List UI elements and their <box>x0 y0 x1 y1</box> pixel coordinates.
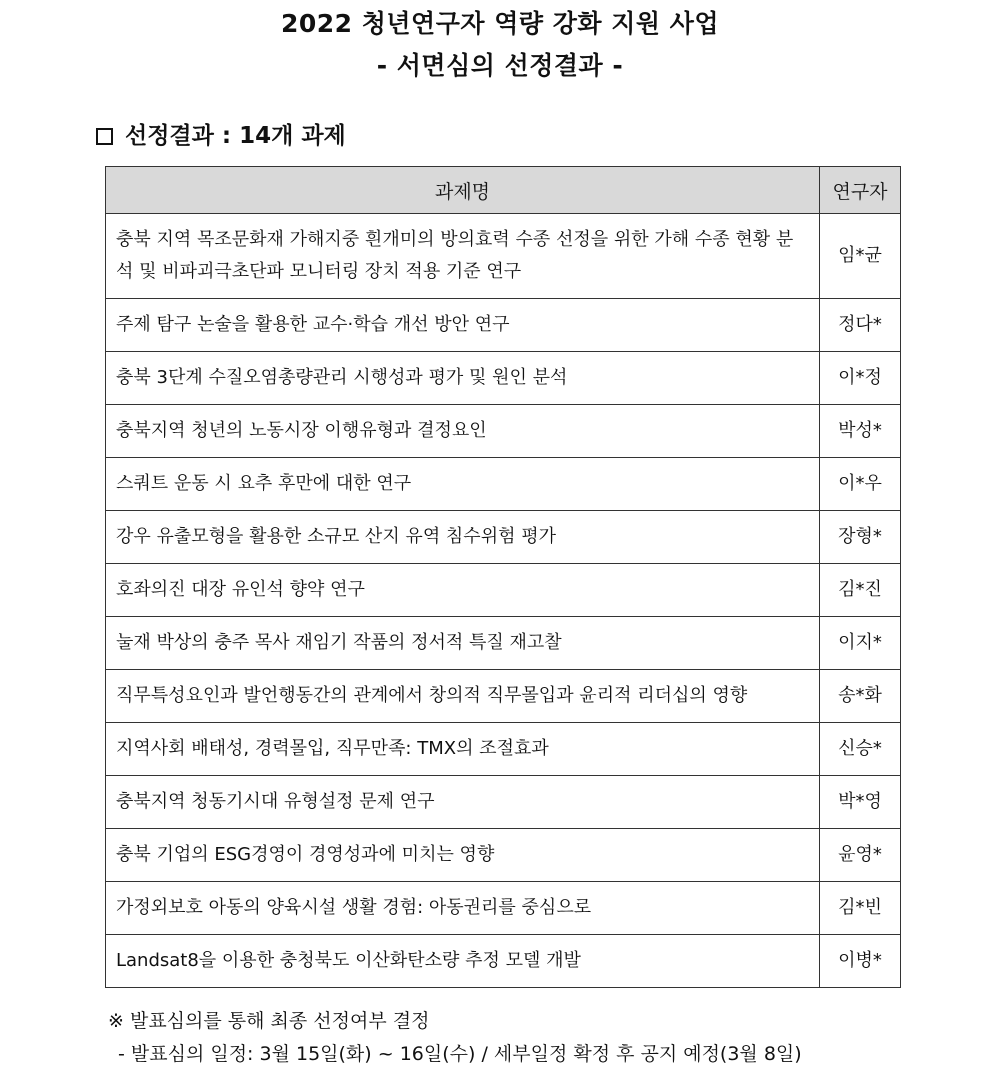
researcher-cell: 박성* <box>820 405 901 458</box>
researcher-cell: 이*우 <box>820 458 901 511</box>
project-title-cell: 스쿼트 운동 시 요추 후만에 대한 연구 <box>106 458 820 511</box>
project-title-cell: 강우 유출모형을 활용한 소규모 산지 유역 침수위험 평가 <box>106 511 820 564</box>
table-row <box>106 299 901 352</box>
researcher-cell: 김*진 <box>820 564 901 617</box>
project-title-cell: 충북지역 청년의 노동시장 이행유형과 결정요인 <box>106 405 820 458</box>
project-title-cell: 가정외보호 아동의 양육시설 생활 경험: 아동권리를 중심으로 <box>106 882 820 935</box>
table-row <box>106 935 901 988</box>
researcher-cell: 이병* <box>820 935 901 988</box>
project-title-cell: 눌재 박상의 충주 목사 재임기 작품의 정서적 특질 재고찰 <box>106 617 820 670</box>
table-row <box>106 723 901 776</box>
project-title-cell: 직무특성요인과 발언행동간의 관계에서 창의적 직무몰입과 윤리적 리더십의 영향 <box>106 670 820 723</box>
researcher-cell: 신승* <box>820 723 901 776</box>
researcher-cell: 김*빈 <box>820 882 901 935</box>
presentation-schedule-note: - 발표심의 일정: 3월 15일(화) ~ 16일(수) / 세부일정 확정 후 공지 예정(3월 8일) <box>118 1043 802 1065</box>
table-row <box>106 617 901 670</box>
researcher-cell: 송*화 <box>820 670 901 723</box>
researcher-cell: 정다* <box>820 299 901 352</box>
table-row <box>106 564 901 617</box>
results-table <box>105 166 901 988</box>
table-header-row <box>106 167 901 214</box>
checkbox-square-icon <box>96 128 113 145</box>
project-title-cell: 주제 탐구 논술을 활용한 교수·학습 개선 방안 연구 <box>106 299 820 352</box>
table-row <box>106 776 901 829</box>
project-title-cell: Landsat8을 이용한 충청북도 이산화탄소량 추정 모델 개발 <box>106 935 820 988</box>
table-row <box>106 882 901 935</box>
researcher-cell: 이지* <box>820 617 901 670</box>
section-heading <box>96 118 346 154</box>
project-title-cell: 충북 지역 목조문화재 가해지중 흰개미의 방의효력 수종 선정을 위한 가해 수종 현황 분석 및 비파괴극초단파 모니터링 장치 적용 기준 연구 <box>106 214 820 299</box>
table-row <box>106 214 901 299</box>
section-heading-text: 선정결과 : 14개 과제 <box>125 123 346 149</box>
final-selection-note: ※ 발표심의를 통해 최종 선정여부 결정 <box>108 1010 430 1032</box>
researcher-cell: 윤영* <box>820 829 901 882</box>
document-title: 2022 청년연구자 역량 강화 지원 사업 <box>280 9 720 38</box>
project-title-cell: 충북 3단계 수질오염총량관리 시행성과 평가 및 원인 분석 <box>106 352 820 405</box>
table-row <box>106 511 901 564</box>
table-row <box>106 458 901 511</box>
project-title-cell: 지역사회 배태성, 경력몰입, 직무만족: TMX의 조절효과 <box>106 723 820 776</box>
project-title-cell: 충북지역 청동기시대 유형설정 문제 연구 <box>106 776 820 829</box>
document-subtitle: - 서면심의 선정결과 - <box>376 51 624 80</box>
project-title-cell: 호좌의진 대장 유인석 향약 연구 <box>106 564 820 617</box>
table-row <box>106 670 901 723</box>
researcher-cell: 임*균 <box>820 214 901 299</box>
table-row <box>106 829 901 882</box>
header-researcher: 연구자 <box>820 167 901 214</box>
header-project-title: 과제명 <box>106 167 820 214</box>
researcher-cell: 장형* <box>820 511 901 564</box>
researcher-cell: 이*정 <box>820 352 901 405</box>
table-row <box>106 405 901 458</box>
researcher-cell: 박*영 <box>820 776 901 829</box>
project-title-cell: 충북 기업의 ESG경영이 경영성과에 미치는 영향 <box>106 829 820 882</box>
table-row <box>106 352 901 405</box>
